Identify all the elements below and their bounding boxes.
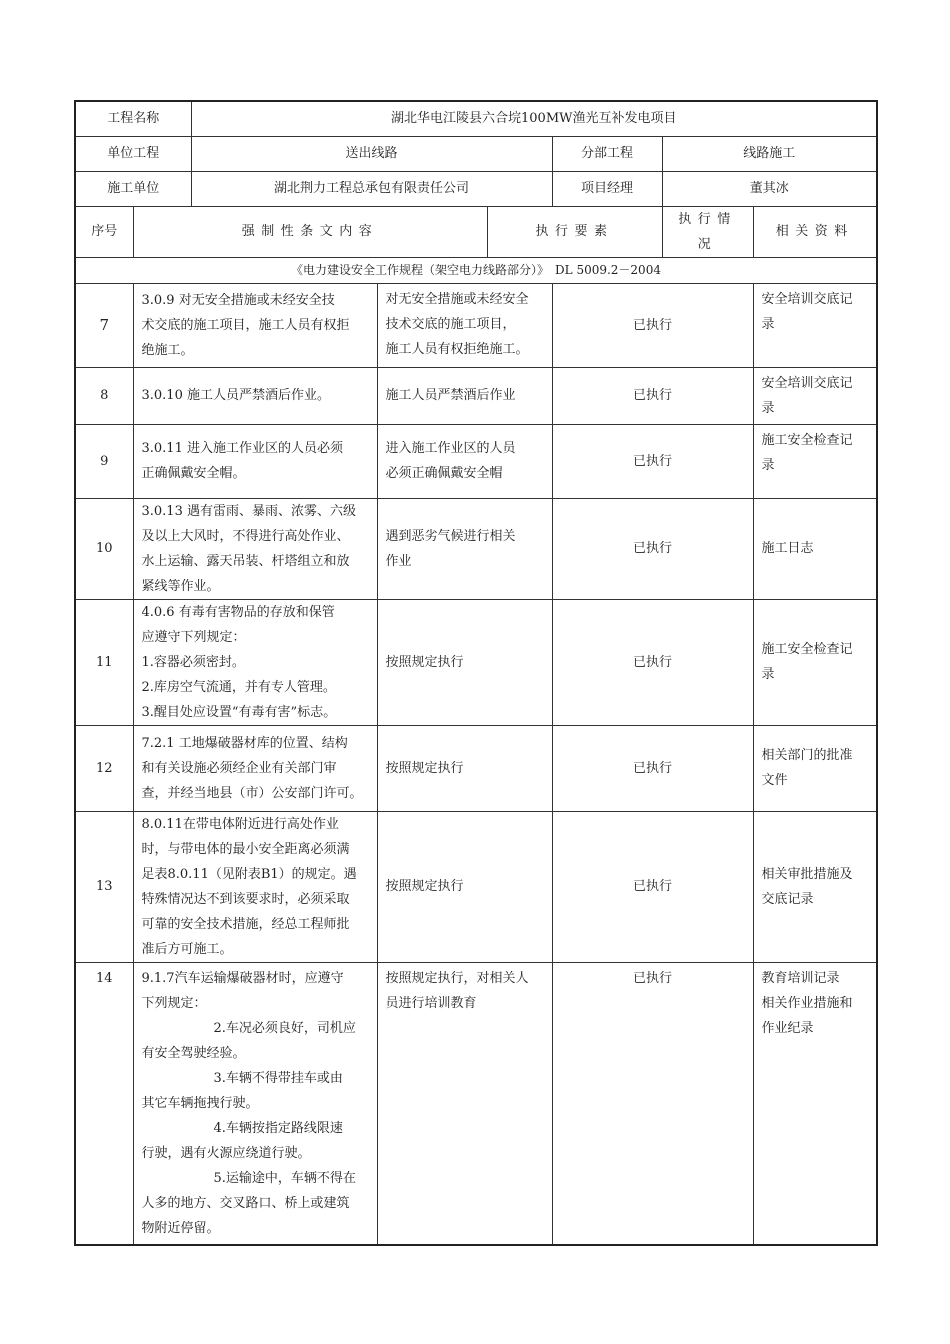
- column-header-row: [75, 206, 877, 257]
- row-status: 已执行: [552, 962, 753, 1245]
- text-line: 9.1.7汽车运输爆破器材时，应遵守: [141, 970, 344, 986]
- contractor-row: [75, 171, 877, 206]
- project-name-row: [75, 101, 877, 136]
- table-row: [75, 962, 877, 1245]
- row-status: 已执行: [552, 811, 753, 962]
- text-line: 2.车况必须良好，司机应: [213, 1020, 356, 1036]
- unit-value: 送出线路: [191, 136, 552, 171]
- manager-value: 董其冰: [662, 171, 877, 206]
- text-line: 物附近停留。: [141, 1220, 220, 1236]
- table-row: [75, 498, 877, 599]
- row-requirement: [377, 424, 552, 498]
- text-line: 及以上大风时，不得进行高处作业、: [141, 528, 350, 544]
- text-line: 相关部门的批准: [761, 748, 853, 763]
- row-content: [133, 367, 377, 424]
- row-docs: [753, 367, 877, 424]
- section-row: [75, 257, 877, 283]
- text-line: 施工日志: [761, 541, 814, 556]
- text-line: 8.0.11在带电体附近进行高处作业: [141, 816, 339, 832]
- table-row: [75, 367, 877, 424]
- row-number: 8: [75, 367, 133, 424]
- row-requirement: [377, 599, 552, 725]
- text-line: 施工安全检查记: [761, 432, 853, 448]
- text-line: 相关审批措施及: [761, 866, 853, 882]
- text-line: 和有关设施必须经企业有关部门审: [141, 760, 337, 776]
- text-line: 人多的地方、交叉路口、桥上或建筑: [141, 1195, 350, 1211]
- text-line: 员进行培训教育: [385, 995, 477, 1011]
- text-line: 行驶，遇有火源应绕道行驶。: [141, 1145, 311, 1161]
- row-status: 已执行: [552, 599, 753, 725]
- text-line: 录: [761, 400, 775, 416]
- text-line: 安全培训交底记: [761, 291, 853, 307]
- table-row: [75, 424, 877, 498]
- text-line: 按照规定执行: [385, 760, 464, 776]
- row-status: 已执行: [552, 725, 753, 811]
- text-line: 交底记录: [761, 891, 814, 907]
- col-no: 序号: [75, 206, 133, 257]
- text-line: 施工人员有权拒绝施工。: [385, 341, 529, 357]
- text-line: 录: [761, 667, 775, 682]
- text-line: 相关作业措施和: [761, 995, 853, 1011]
- unit-row: [75, 136, 877, 171]
- col-status: 执行情况: [662, 206, 753, 257]
- text-line: 施工人员严禁酒后作业: [385, 388, 516, 403]
- text-line: 对无安全措施或未经安全: [385, 291, 529, 307]
- text-line: 遇到恶劣气候进行相关: [385, 528, 516, 544]
- row-docs: [753, 599, 877, 725]
- table-row: [75, 599, 877, 725]
- row-number: 14: [75, 962, 133, 1245]
- text-line: 查，并经当地县（市）公安部门许可。: [141, 785, 363, 801]
- text-line: 按照规定执行，对相关人: [385, 970, 529, 986]
- row-requirement: [377, 498, 552, 599]
- row-docs: [753, 498, 877, 599]
- row-docs: [753, 424, 877, 498]
- text-line: 安全培训交底记: [761, 375, 853, 391]
- text-line: 作业: [385, 553, 412, 569]
- table-row: [75, 725, 877, 811]
- row-docs: [753, 725, 877, 811]
- text-line: 准后方可施工。: [141, 941, 233, 957]
- row-number: 12: [75, 725, 133, 811]
- text-line: 1.容器必须密封。: [141, 654, 245, 670]
- row-number: 7: [75, 283, 133, 367]
- row-requirement: [377, 811, 552, 962]
- sub-value: 线路施工: [662, 136, 877, 171]
- table-row: [75, 283, 877, 367]
- table-row: [75, 811, 877, 962]
- text-line: 文件: [761, 773, 788, 788]
- row-docs: [753, 283, 877, 367]
- row-requirement: [377, 283, 552, 367]
- text-line: 4.0.6 有毒有害物品的存放和保管: [141, 604, 335, 620]
- row-number: 10: [75, 498, 133, 599]
- row-content: [133, 599, 377, 725]
- text-line: 2.库房空气流通，并有专人管理。: [141, 679, 336, 695]
- col-docs: 相关资料: [753, 206, 877, 257]
- text-line: 3.醒目处应设置“有毒有害”标志。: [141, 704, 337, 720]
- row-number: 13: [75, 811, 133, 962]
- text-line: 3.0.9 对无安全措施或未经安全技: [141, 292, 335, 308]
- row-status: 已执行: [552, 367, 753, 424]
- row-content: [133, 725, 377, 811]
- text-line: 其它车辆拖拽行驶。: [141, 1095, 259, 1111]
- row-content: [133, 283, 377, 367]
- row-content: [133, 811, 377, 962]
- text-line: 录: [761, 457, 775, 473]
- text-line: 特殊情况达不到该要求时，必须采取: [141, 891, 350, 907]
- text-line: 作业纪录: [761, 1020, 814, 1036]
- text-line: 必须正确佩戴安全帽: [385, 466, 503, 481]
- contractor-value: 湖北荆力工程总承包有限责任公司: [191, 171, 552, 206]
- text-line: 下列规定：: [141, 995, 207, 1011]
- text-line: 教育培训记录: [761, 970, 840, 986]
- text-line: 绝施工。: [141, 342, 194, 358]
- sub-label: 分部工程: [552, 136, 662, 171]
- row-status: 已执行: [552, 424, 753, 498]
- text-line: 水上运输、露天吊装、杆塔组立和放: [141, 553, 350, 569]
- text-line: 紧线等作业。: [141, 578, 220, 594]
- row-content: [133, 498, 377, 599]
- row-content: [133, 962, 377, 1245]
- text-line: 应遵守下列规定：: [141, 629, 246, 645]
- unit-label: 单位工程: [75, 136, 191, 171]
- text-line: 进入施工作业区的人员: [385, 441, 516, 456]
- text-line: 按照规定执行: [385, 654, 464, 670]
- row-requirement: [377, 962, 552, 1245]
- text-line: 时，与带电体的最小安全距离必须满: [141, 841, 350, 857]
- compliance-table: [74, 100, 878, 1246]
- text-line: 技术交底的施工项目，: [385, 316, 516, 332]
- text-line: 7.2.1 工地爆破器材库的位置、结构: [141, 735, 348, 751]
- project-name-value: 湖北华电江陵县六合垸100MW渔光互补发电项目: [191, 101, 877, 136]
- row-requirement: [377, 367, 552, 424]
- text-line: 有安全驾驶经验。: [141, 1045, 246, 1061]
- text-line: 足表8.0.11（见附表B1）的规定。遇: [141, 866, 357, 882]
- col-requirement: 执行要素: [487, 206, 662, 257]
- row-number: 9: [75, 424, 133, 498]
- row-requirement: [377, 725, 552, 811]
- project-name-label: 工程名称: [75, 101, 191, 136]
- row-status: 已执行: [552, 283, 753, 367]
- text-line: 按照规定执行: [385, 879, 464, 894]
- row-number: 11: [75, 599, 133, 725]
- row-docs: [753, 962, 877, 1245]
- text-line: 3.0.10 施工人员严禁酒后作业。: [141, 388, 330, 403]
- text-line: 3.0.13 遇有雷雨、暴雨、浓雾、六级: [141, 503, 356, 519]
- col-content: 强制性条文内容: [133, 206, 487, 257]
- text-line: 录: [761, 316, 775, 332]
- contractor-label: 施工单位: [75, 171, 191, 206]
- section-title: 《电力建设安全工作规程（架空电力线路部分）》 DL 5009.2－2004: [75, 257, 877, 283]
- text-line: 3.0.11 进入施工作业区的人员必须: [141, 441, 343, 456]
- row-docs: [753, 811, 877, 962]
- row-content: [133, 424, 377, 498]
- text-line: 4.车辆按指定路线限速: [213, 1120, 343, 1136]
- manager-label: 项目经理: [552, 171, 662, 206]
- text-line: 施工安全检查记: [761, 642, 853, 657]
- text-line: 5.运输途中，车辆不得在: [213, 1170, 356, 1186]
- text-line: 3.车辆不得带挂车或由: [213, 1070, 343, 1086]
- row-status: 已执行: [552, 498, 753, 599]
- text-line: 可靠的安全技术措施，经总工程师批: [141, 916, 350, 932]
- text-line: 术交底的施工项目，施工人员有权拒: [141, 317, 350, 333]
- text-line: 正确佩戴安全帽。: [141, 466, 246, 481]
